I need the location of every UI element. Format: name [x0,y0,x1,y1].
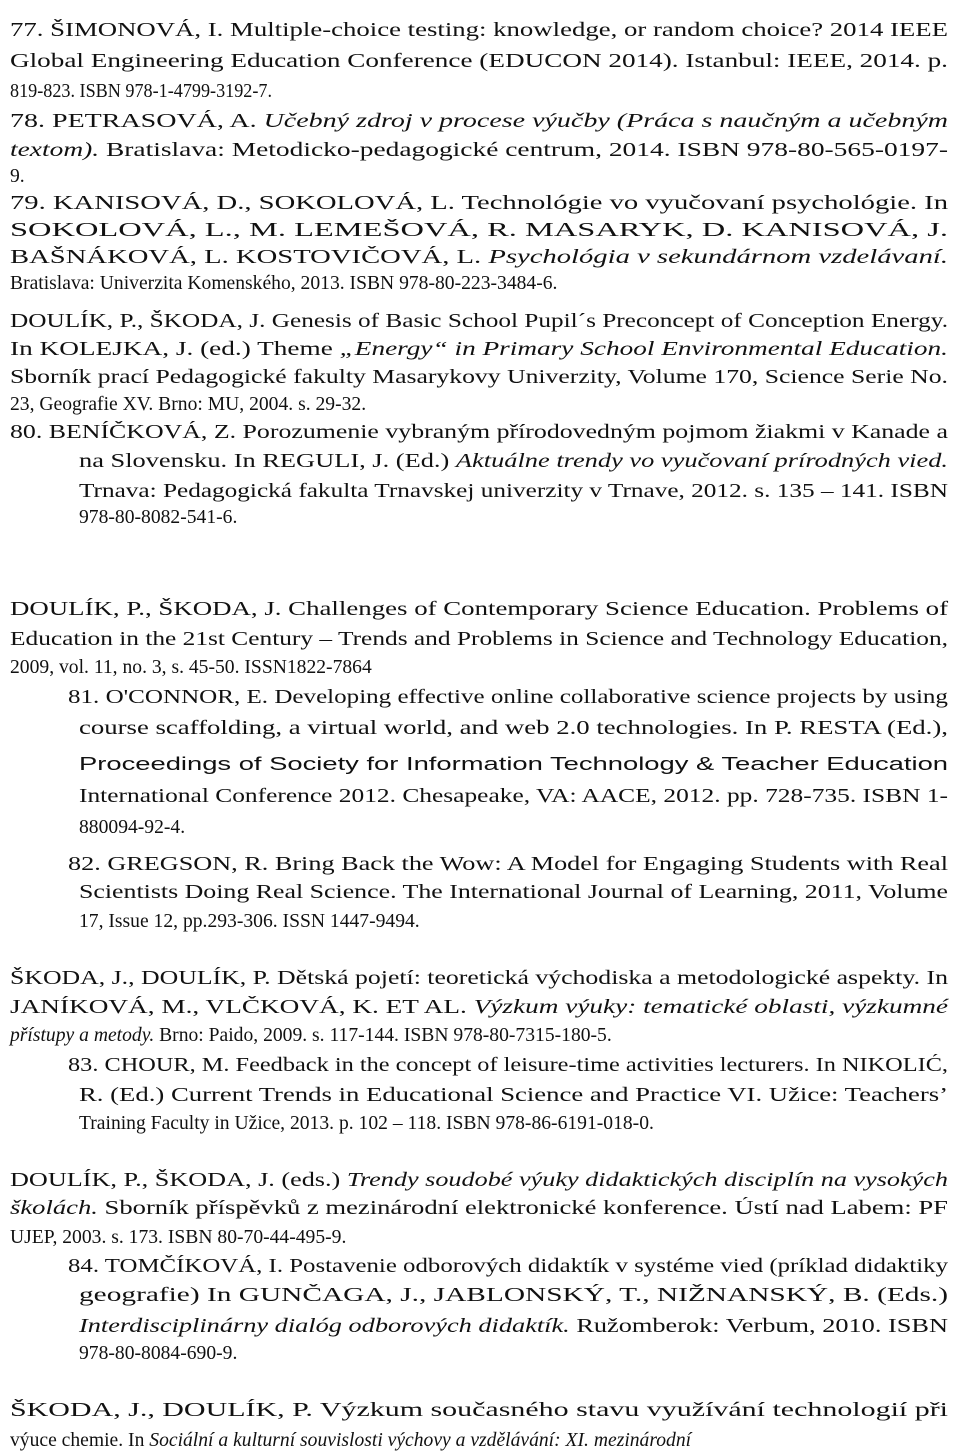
citation-text: ŠKODA, J., DOULÍK, P. Výzkum současného stavu využívání technologií při [10,1400,949,1421]
citation-text: 880094-92-4. [79,817,186,838]
citation-text: 78. PETRASOVÁ, A. [10,111,264,132]
citation-text: course scaffolding, a virtual world, and web 2.0 technologies. In P. RESTA (Ed.), [79,718,948,739]
citation-text: SOKOLOVÁ, L., M. LEMEŠOVÁ, R. MASARYK, D. KANISOVÁ, J. [10,220,948,241]
citation-text: Education in the 21st Century – Trends and Problems in Science and Technology Education, [10,629,949,650]
italic-title-text: školách. [10,1198,98,1219]
reference-line [10,1196,960,1222]
citation-text: Bratislava: Metodicko-pedagogické centrum, 2014. ISBN 978-80-565-0197- [99,140,948,161]
reference-line [10,627,960,653]
citation-text: In KOLEJKA, J. (ed.) Theme [10,339,340,360]
citation-text: Proceedings of Society for Information Technology & Teacher Education [79,754,949,774]
citation-text: DOULÍK, P., ŠKODA, J. Genesis of Basic School Pupil´s Preconcept of Conception Energy. [10,311,949,332]
reference-line [79,449,960,475]
reference-line [10,392,960,418]
reference-line [79,716,960,742]
citation-text: 80. BENÍČKOVÁ, Z. Porozumenie vybraným přírodovedným pojmom žiakmi v Kanade a [10,422,948,443]
reference-line [10,1023,960,1049]
citation-text: DOULÍK, P., ŠKODA, J. Challenges of Contemporary Science Education. Problems of [10,599,949,620]
reference-line [10,597,960,623]
citation-text: na Slovensku. In REGULI, J. (Ed.) [79,451,456,472]
citation-text: UJEP, 2003. s. 173. ISBN 80-70-44-495-9. [10,1227,347,1248]
citation-text: Sborník příspěvků z mezinárodní elektronické konference. Ústí nad Labem: PF [97,1198,948,1219]
citation-text: R. (Ed.) Current Trends in Educational Science and Practice VI. Užice: Teachers’ [79,1085,949,1106]
reference-line [10,49,960,75]
citation-text: Ružomberok: Verbum, 2010. ISBN [569,1316,948,1337]
citation-text: 79. KANISOVÁ, D., SOKOLOVÁ, L. Technológie vo vyučovaní psychológie. In [10,193,949,214]
reference-line [79,1283,960,1309]
reference-line [79,784,960,810]
italic-title-text: přístupy a metody. [10,1025,155,1046]
italic-title-text: Psychológia v sekundárnom vzdelávaní. [488,247,949,268]
citation-text: 978-80-8084-690-9. [79,1343,238,1364]
citation-text: 83. CHOUR, M. Feedback in the concept of leisure-time activities lecturers. In NIKOLIĆ, [68,1055,949,1076]
reference-line [10,1168,960,1194]
reference-line [10,18,960,44]
reference-line [10,337,960,363]
reference-line [79,1111,960,1137]
citation-text: DOULÍK, P., ŠKODA, J. (eds.) [10,1170,347,1191]
citation-text: Brno: Paido, 2009. s. 117-144. ISBN 978-80-7315-180-5. [154,1025,612,1046]
reference-line [10,79,960,105]
reference-line [68,1254,960,1280]
reference-line [10,1428,960,1454]
reference-line [79,1341,960,1367]
citation-text: 82. GREGSON, R. Bring Back the Wow: A Model for Engaging Students with Real [68,854,948,875]
citation-text: Sborník prací Pedagogické fakulty Masarykovy Univerzity, Volume 170, Science Serie No. [10,367,948,388]
reference-line [79,909,960,935]
citation-text: Trnava: Pedagogická fakulta Trnavskej univerzity v Trnave, 2012. s. 135 – 141. ISBN [79,481,948,502]
citation-text: výuce chemie. In [10,1430,150,1451]
reference-line [10,420,960,446]
reference-line [79,880,960,906]
citation-text: Global Engineering Education Conference (EDUCON 2014). Istanbul: IEEE, 2014. p. [10,51,948,72]
reference-line [10,1225,960,1251]
reference-line [79,815,960,841]
reference-line [10,191,960,217]
reference-line [68,685,960,711]
reference-line [10,365,960,391]
citation-text: 17, Issue 12, pp.293-306. ISSN 1447-9494. [79,911,420,932]
citation-text: International Conference 2012. Chesapeake, VA: AACE, 2012. pp. 728-735. ISBN 1- [79,786,949,807]
citation-text: Bratislava: Univerzita Komenského, 2013. ISBN 978-80-223-3484-6. [10,273,558,294]
citation-text: Training Faculty in Užice, 2013. p. 102 – 118. ISBN 978-86-6191-018-0. [79,1113,654,1134]
citation-text: 9. [10,166,25,187]
reference-line [10,109,960,135]
reference-line [10,1398,960,1424]
italic-title-text: Výzkum výuky: tematické oblasti, výzkumné [473,997,949,1018]
citation-text: JANÍKOVÁ, M., VLČKOVÁ, K. ET AL. [10,997,474,1018]
reference-line [68,852,960,878]
reference-line [79,751,960,777]
reference-line [10,218,960,244]
citation-text: 978-80-8082-541-6. [79,507,238,528]
italic-title-text: Aktuálne trendy vo vyučovaní prírodných vied. [455,451,949,472]
reference-line [10,245,960,271]
reference-line [10,655,960,681]
italic-title-text: Interdisciplinárny dialóg odborových didaktík. [79,1316,570,1337]
citation-text: 81. O'CONNOR, E. Developing effective online collaborative science projects by using [68,687,948,708]
reference-line [79,479,960,505]
italic-title-text: textom). [10,140,100,161]
citation-text: Scientists Doing Real Science. The International Journal of Learning, 2011, Volume [79,882,949,903]
reference-line [79,1083,960,1109]
reference-line [10,309,960,335]
reference-line [79,505,960,531]
citation-text: 84. TOMČÍKOVÁ, I. Postavenie odborových didaktík v systéme vied (príklad didaktiky [68,1256,949,1277]
reference-line [10,995,960,1021]
reference-line [10,164,960,190]
italic-title-text: „Energy“ in Primary School Environmental Education. [339,339,948,360]
citation-text: ŠKODA, J., DOULÍK, P. Dětská pojetí: teoretická východiska a metodologické aspekty. In [10,968,949,989]
reference-line [10,271,960,297]
citation-text: 77. ŠIMONOVÁ, I. Multiple-choice testing: knowledge, or random choice? 2014 IEEE [10,20,948,41]
citation-text: 23, Geografie XV. Brno: MU, 2004. s. 29-32. [10,394,367,415]
italic-title-text: Sociální a kulturní souvislosti výchovy a vzdělávání: XI. mezinárodní [149,1430,692,1451]
italic-title-text: Trendy soudobé výuky didaktických disciplín na vysokých [346,1170,949,1191]
reference-line [79,1314,960,1340]
reference-line [10,966,960,992]
citation-text: geografie) In GUNČAGA, J., JABLONSKÝ, T., NIŽNANSKÝ, B. (Eds.) [79,1285,949,1306]
citation-text: 819-823. ISBN 978-1-4799-3192-7. [10,81,273,102]
citation-text: BAŠNÁKOVÁ, L. KOSTOVIČOVÁ, L. [10,247,489,268]
italic-title-text: Učebný zdroj v procese výučby (Práca s naučným a učebným [263,111,948,132]
reference-line [10,138,960,164]
citation-text: 2009, vol. 11, no. 3, s. 45-50. ISSN1822-7864 [10,657,372,678]
reference-line [68,1053,960,1079]
